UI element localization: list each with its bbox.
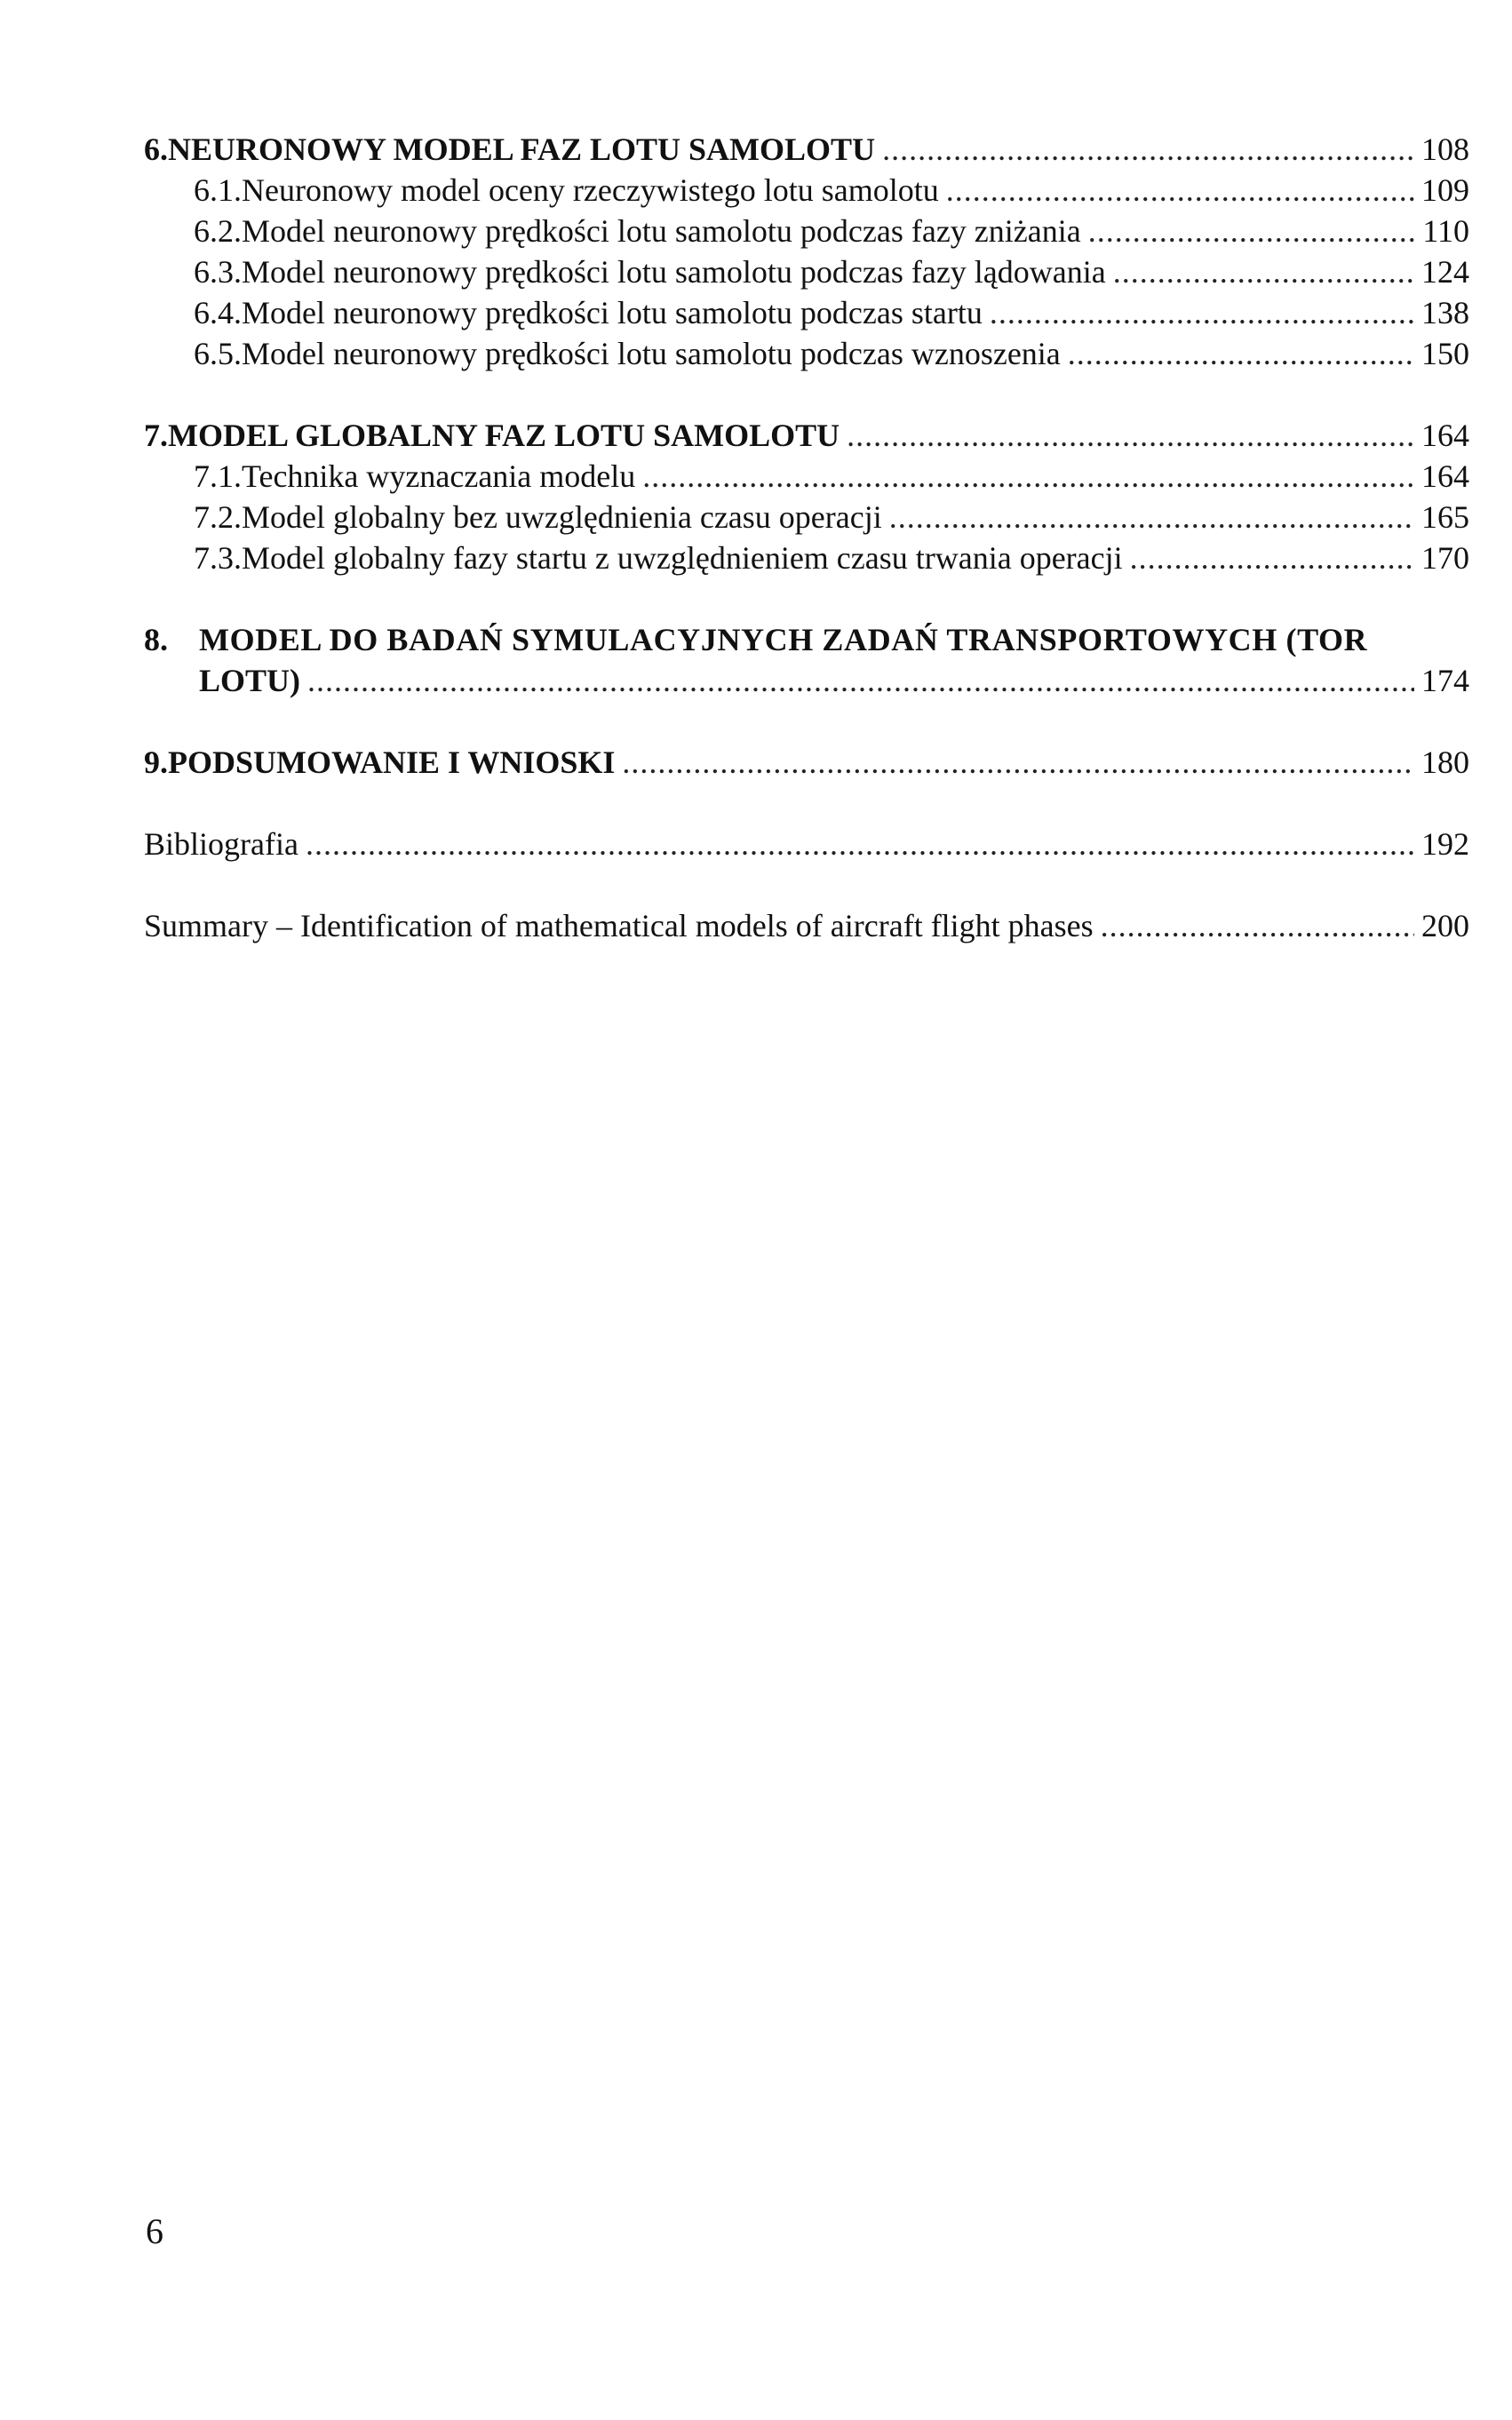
toc-entry-chapter-9 xyxy=(144,742,1469,783)
toc-page-number: 192 xyxy=(1421,826,1469,862)
toc-bibliography-title: Bibliografia xyxy=(144,826,298,862)
toc-page-number: 138 xyxy=(1421,295,1469,330)
toc-section-number: 6.1. xyxy=(194,172,242,208)
page-footer-number: 6 xyxy=(146,2211,163,2251)
toc-section-number: 6.5. xyxy=(194,336,242,371)
toc-page-number: 174 xyxy=(1421,663,1469,698)
toc-section-title: Model neuronowy prędkości lotu samolotu podczas fazy zniżania xyxy=(242,213,1081,249)
toc-entry-7-3 xyxy=(144,537,1469,578)
toc-section-title: Technika wyznaczania modelu xyxy=(242,458,636,494)
toc-leader-dots xyxy=(307,660,1414,701)
toc-section-number: 7.1. xyxy=(194,458,242,494)
toc-entry-6-4 xyxy=(144,292,1469,333)
toc-section-title: Model globalny bez uwzględnienia czasu operacji xyxy=(242,499,882,535)
toc-page-number: 164 xyxy=(1421,418,1469,453)
toc-entry-chapter-8-continued xyxy=(144,660,1469,701)
toc-page-number: 165 xyxy=(1421,499,1469,535)
toc-chapter-number: 8. xyxy=(144,622,168,657)
toc-entry-chapter-7 xyxy=(144,415,1469,456)
toc-leader-dots xyxy=(622,742,1414,783)
toc-entry-7-1 xyxy=(144,456,1469,497)
toc-section-number: 6.4. xyxy=(194,295,242,330)
toc-page-number: 110 xyxy=(1422,213,1469,249)
toc-page-number: 180 xyxy=(1421,744,1469,780)
toc-entry-6-5 xyxy=(144,333,1469,374)
toc-entry-7-2 xyxy=(144,497,1469,537)
toc-leader-dots xyxy=(642,456,1414,497)
toc-leader-dots xyxy=(882,129,1414,170)
toc-chapter-number: 6. xyxy=(144,131,168,167)
toc-chapter-title-line1: MODEL DO BADAŃ SYMULACYJNYCH ZADAŃ TRANSPORTOWYCH (TOR xyxy=(199,622,1368,657)
toc-entry-chapter-6 xyxy=(144,129,1469,170)
toc-summary-title: Summary – Identification of mathematical models of aircraft flight phases xyxy=(144,908,1094,943)
toc-leader-dots xyxy=(889,497,1414,537)
toc-section-number: 7.3. xyxy=(194,540,242,576)
toc-page-number: 108 xyxy=(1421,131,1469,167)
toc-chapter-title-line2: LOTU) xyxy=(199,663,301,698)
toc-page-number: 150 xyxy=(1421,336,1469,371)
toc-chapter-number: 7. xyxy=(144,418,168,453)
toc-section-number: 7.2. xyxy=(194,499,242,535)
toc-chapter-title: MODEL GLOBALNY FAZ LOTU SAMOLOTU xyxy=(168,418,840,453)
toc-leader-dots xyxy=(1130,537,1414,578)
toc-section-number: 6.2. xyxy=(194,213,242,249)
toc-leader-dots xyxy=(306,824,1414,864)
toc-entry-bibliography xyxy=(144,824,1469,864)
toc-page-number: 170 xyxy=(1421,540,1469,576)
spacer xyxy=(144,701,1469,742)
toc-page-number: 109 xyxy=(1421,172,1469,208)
toc-chapter-number: 9. xyxy=(144,744,168,780)
spacer xyxy=(144,864,1469,905)
toc-leader-dots xyxy=(1113,251,1414,292)
toc-entry-chapter-8 xyxy=(144,619,1469,660)
toc-leader-dots xyxy=(946,170,1414,211)
toc-page-number: 124 xyxy=(1421,254,1469,290)
toc-leader-dots xyxy=(847,415,1414,456)
toc-leader-dots xyxy=(1088,211,1416,251)
toc-section-title: Model globalny fazy startu z uwzględnieniem czasu trwania operacji xyxy=(242,540,1123,576)
toc-section-title: Model neuronowy prędkości lotu samolotu podczas wznoszenia xyxy=(242,336,1061,371)
toc-leader-dots xyxy=(1101,905,1414,946)
spacer xyxy=(144,578,1469,619)
toc-entry-6-3 xyxy=(144,251,1469,292)
toc-entry-summary xyxy=(144,905,1469,946)
toc-section-number: 6.3. xyxy=(194,254,242,290)
toc-page-number: 200 xyxy=(1421,908,1469,943)
spacer xyxy=(144,374,1469,415)
toc-section-title: Model neuronowy prędkości lotu samolotu podczas startu xyxy=(242,295,983,330)
table-of-contents xyxy=(144,129,1469,946)
toc-section-title: Model neuronowy prędkości lotu samolotu podczas fazy lądowania xyxy=(242,254,1106,290)
spacer xyxy=(144,783,1469,824)
toc-entry-6-2 xyxy=(144,211,1469,251)
toc-leader-dots xyxy=(1068,333,1414,374)
toc-section-title: Neuronowy model oceny rzeczywistego lotu samolotu xyxy=(242,172,939,208)
toc-leader-dots xyxy=(990,292,1414,333)
toc-entry-6-1 xyxy=(144,170,1469,211)
toc-chapter-title: PODSUMOWANIE I WNIOSKI xyxy=(168,744,616,780)
toc-page-number: 164 xyxy=(1421,458,1469,494)
toc-chapter-title: NEURONOWY MODEL FAZ LOTU SAMOLOTU xyxy=(168,131,876,167)
